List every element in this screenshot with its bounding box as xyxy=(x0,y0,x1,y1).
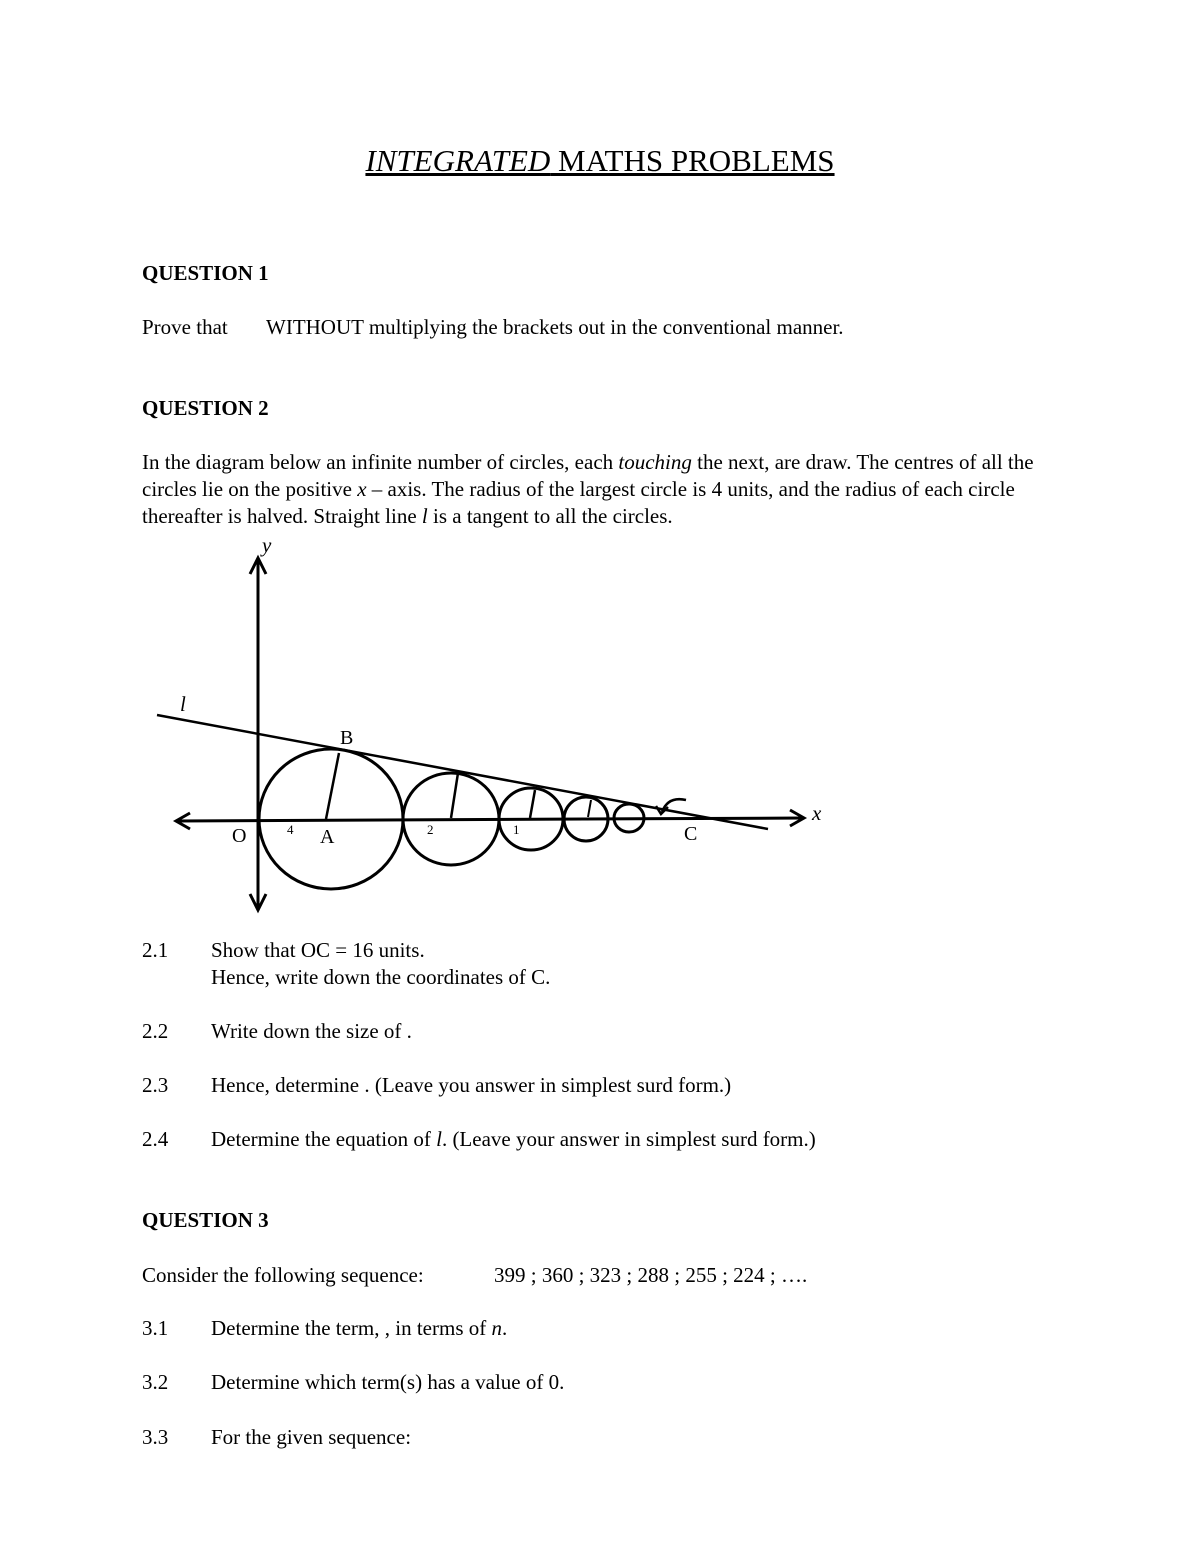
radius-AB xyxy=(326,753,339,819)
para-italic-l: l xyxy=(421,504,428,528)
radius-3 xyxy=(530,790,535,818)
item-2-1-line-1: Show that OC = 16 units. xyxy=(211,938,425,962)
item-2-2-number: 2.2 xyxy=(142,1019,169,1043)
point-B-label: B xyxy=(340,727,354,749)
item-2-1-line-2: Hence, write down the coordinates of C. xyxy=(211,965,551,989)
item-2-4-italic-l: l xyxy=(436,1127,442,1151)
para-italic-x: x xyxy=(357,477,367,501)
radius-2-label: 2 xyxy=(427,822,434,837)
question-3-intro: Consider the following sequence: xyxy=(142,1263,424,1287)
line-l-label: l xyxy=(180,692,186,716)
x-axis-label: x xyxy=(812,801,822,825)
item-3-1-text-b: . xyxy=(502,1316,508,1340)
title-rest: MATHS PROBLEMS xyxy=(550,143,835,178)
item-2-3-text: Hence, determine . (Leave you answer in simplest surd form.) xyxy=(211,1073,732,1097)
item-2-3-number: 2.3 xyxy=(142,1073,169,1097)
radius-1-label: 1 xyxy=(513,822,520,837)
item-3-1-text xyxy=(211,1316,507,1341)
tangent-line-l xyxy=(157,715,768,829)
item-3-1-italic-n: n xyxy=(491,1316,502,1340)
item-3-2-number: 3.2 xyxy=(142,1370,169,1394)
item-3-1-text-a: Determine the term, , in terms of xyxy=(211,1316,492,1340)
para-text-2: the next, are draw. The centres of all the circles lie on the positive xyxy=(142,450,1034,501)
point-A-label: A xyxy=(320,826,335,848)
point-C-label: C xyxy=(684,823,698,845)
item-2-4-text-b: . (Leave your answer in simplest surd form.) xyxy=(441,1127,816,1151)
question-1-heading: QUESTION 1 xyxy=(142,261,269,285)
question-3-sequence: 399 ; 360 ; 323 ; 288 ; 255 ; 224 ; …. xyxy=(494,1263,808,1287)
question-1-prefix: Prove that xyxy=(142,315,228,339)
radius-4-label: 4 xyxy=(287,822,294,837)
item-2-4-text xyxy=(211,1127,816,1152)
item-2-1-number: 2.1 xyxy=(142,938,169,962)
question-2-heading: QUESTION 2 xyxy=(142,396,269,420)
para-text-1: In the diagram below an infinite number of circles, each xyxy=(142,450,619,474)
para-text-4: is a tangent to all the circles. xyxy=(427,504,673,528)
item-3-3-number: 3.3 xyxy=(142,1425,169,1449)
y-axis-label: y xyxy=(262,533,272,557)
item-2-2-text: Write down the size of . xyxy=(211,1019,412,1043)
item-3-1-number: 3.1 xyxy=(142,1316,169,1340)
item-2-4-text-a: Determine the equation of xyxy=(211,1127,437,1151)
item-2-4-number: 2.4 xyxy=(142,1127,169,1151)
radius-2 xyxy=(451,773,458,818)
item-3-3-text: For the given sequence: xyxy=(211,1425,412,1449)
title-italic: INTEGRATED xyxy=(365,143,551,178)
question-1-body: WITHOUT multiplying the brackets out in the conventional manner. xyxy=(266,315,844,339)
para-text-3: – axis. The radius of the largest circle is 4 units, and the radius of each circle thereafter is halved. Straight line xyxy=(142,477,1015,528)
radius-4 xyxy=(588,800,591,817)
item-3-2-text: Determine which term(s) has a value of 0. xyxy=(211,1370,565,1394)
para-italic-touching: touching xyxy=(618,450,692,474)
question-3-heading: QUESTION 3 xyxy=(142,1208,269,1232)
point-O-label: O xyxy=(232,825,247,847)
